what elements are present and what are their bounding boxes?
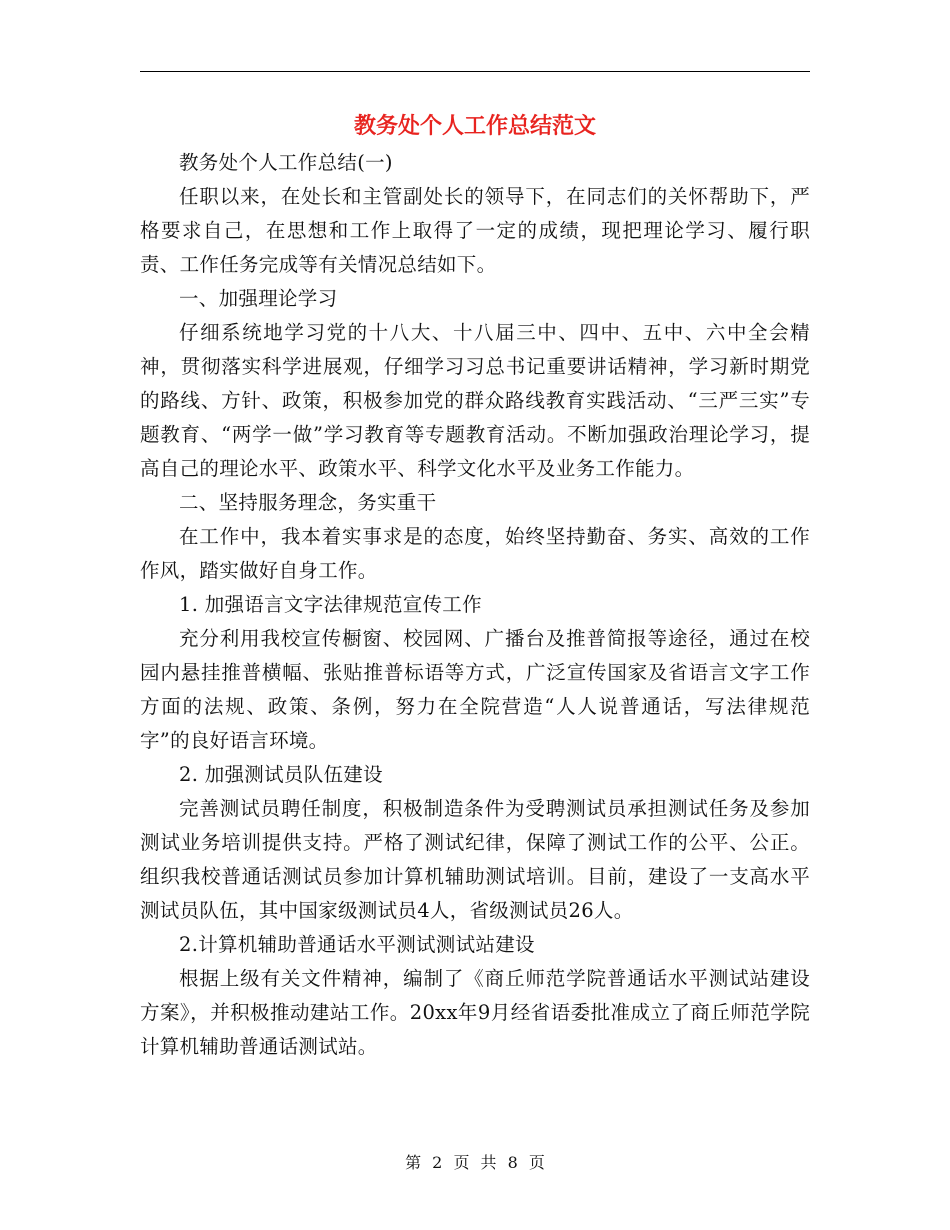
header-rule xyxy=(140,71,810,72)
section-heading: 二、坚持服务理念，务实重干 xyxy=(179,491,437,514)
paragraph: 完善测试员聘任制度，积极制造条件为受聘测试员承担测试任务及参加测试业务培训提供支持。严格了测试纪律，保障了测试工作的公平、公正。组织我校普通话测试员参加计算机辅助测试培训。目前，建设了一支高水平测试员队伍，其中国家级测试员4人，省级测试员26人。 xyxy=(140,797,810,922)
subsection-heading: 1. 加强语言文字法律规范宣传工作 xyxy=(179,593,482,616)
document-title: 教务处个人工作总结范文 xyxy=(353,114,596,139)
paragraph: 根据上级有关文件精神，编制了《商丘师范学院普通话水平测试站建设方案》，并积极推动建站工作。20xx年9月经省语委批准成立了商丘师范学院计算机辅助普通话测试站。 xyxy=(140,967,810,1058)
section-heading: 一、加强理论学习 xyxy=(179,287,338,310)
document-body xyxy=(140,146,810,1064)
subsection-heading: 2. 加强测试员队伍建设 xyxy=(179,763,383,786)
paragraph: 任职以来，在处长和主管副处长的领导下，在同志们的关怀帮助下，严格要求自己，在思想和工作上取得了一定的成绩，现把理论学习、履行职责、工作任务完成等有关情况总结如下。 xyxy=(140,185,810,276)
paragraph: 充分利用我校宣传橱窗、校园网、广播台及推普简报等途径，通过在校园内悬挂推普横幅、张贴推普标语等方式，广泛宣传国家及省语言文字工作方面的法规、政策、条例，努力在全院营造“人人说普通话，写法律规范字”的良好语言环境。 xyxy=(140,627,810,752)
paragraph: 仔细系统地学习党的十八大、十八届三中、四中、五中、六中全会精神，贯彻落实科学进展观，仔细学习习总书记重要讲话精神，学习新时期党的路线、方针、政策，积极参加党的群众路线教育实践活动、“三严三实”专题教育、“两学一做”学习教育等专题教育活动。不断加强政治理论学习，提高自己的理论水平、政策水平、科学文化水平及业务工作能力。 xyxy=(140,321,810,480)
subsection-heading: 2.计算机辅助普通话水平测试测试站建设 xyxy=(179,933,535,956)
section-heading: 教务处个人工作总结(一) xyxy=(179,151,393,174)
page-number-footer: 第 2 页 共 8 页 xyxy=(405,1153,545,1172)
paragraph: 在工作中，我本着实事求是的态度，始终坚持勤奋、务实、高效的工作作风，踏实做好自身工作。 xyxy=(140,525,810,582)
